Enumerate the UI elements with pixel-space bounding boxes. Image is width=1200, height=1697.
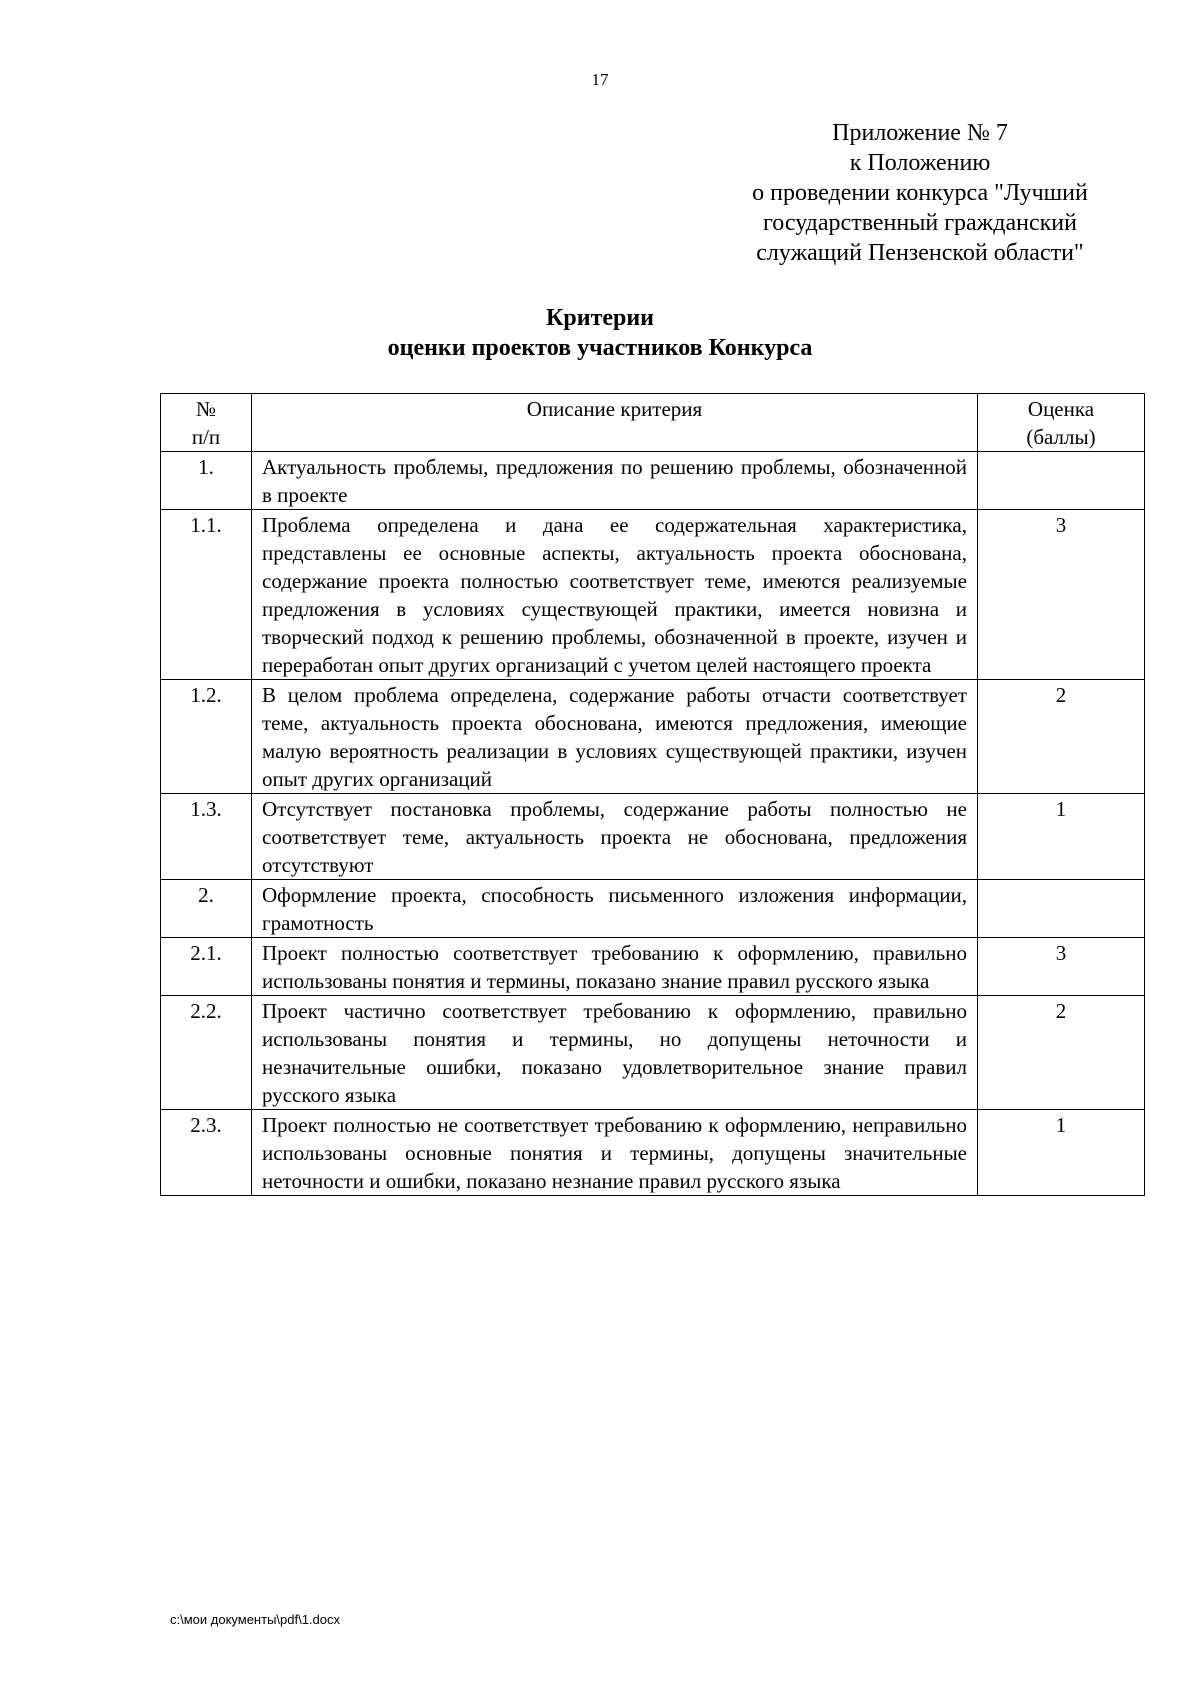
row-score: 1 (978, 1110, 1145, 1196)
row-score: 1 (978, 794, 1145, 880)
page-number: 17 (591, 70, 609, 89)
table-row (161, 510, 1145, 680)
row-score (978, 452, 1145, 510)
appendix-line: государственный гражданский (763, 210, 1077, 236)
row-score: 3 (978, 510, 1145, 680)
appendix-line: о проведении конкурса "Лучший (752, 180, 1088, 206)
appendix-heading (700, 118, 1140, 268)
row-number: 1.2. (161, 680, 252, 794)
criteria-table (160, 393, 1145, 1196)
row-number: 2.3. (161, 1110, 252, 1196)
table-row (161, 794, 1145, 880)
row-description: Проект частично соответствует требованию к оформлению, правильно использованы понятия и термины, но допущены неточности и незначительные ошибки, показано удовлетворительное знание правил русского языка (252, 996, 978, 1110)
appendix-line: к Положению (849, 150, 991, 176)
row-description: Проблема определена и дана ее содержательная характеристика, представлены ее основные аспекты, актуальность проекта обоснована, содержание проекта полностью соответствует теме, имеются реализуемые предложения в условиях существующей практики, имеется новизна и творческий подход к решению проблемы, обозначенной в проекте, изучен и переработан опыт других организаций с учетом целей настоящего проекта (252, 510, 978, 680)
row-number: 2.2. (161, 996, 252, 1110)
footer-file-path: c:\мои документы\pdf\1.docx (170, 1612, 341, 1627)
header-description: Описание критерия (252, 394, 978, 452)
row-score: 2 (978, 996, 1145, 1110)
row-description: Проект полностью соответствует требованию к оформлению, правильно использованы понятия и термины, показано знание правил русского языка (252, 938, 978, 996)
title-line: Критерии (545, 305, 655, 331)
row-score (978, 880, 1145, 938)
row-description: Актуальность проблемы, предложения по решению проблемы, обозначенной в проекте (252, 452, 978, 510)
row-number: 1.1. (161, 510, 252, 680)
table-row (161, 452, 1145, 510)
table-row (161, 1110, 1145, 1196)
row-number: 2.1. (161, 938, 252, 996)
row-number: 2. (161, 880, 252, 938)
header-number (161, 394, 252, 452)
row-number: 1. (161, 452, 252, 510)
table-row (161, 996, 1145, 1110)
row-description: Проект полностью не соответствует требованию к оформлению, неправильно использованы основные понятия и термины, допущены значительные неточности и ошибки, показано незнание правил русского языка (252, 1110, 978, 1196)
row-score: 2 (978, 680, 1145, 794)
header-score-line: Оценка (1027, 397, 1095, 421)
row-description: В целом проблема определена, содержание работы отчасти соответствует теме, актуальность проекта обоснована, имеются предложения, имеющие малую вероятность реализации в условиях существующей практики, изучен опыт других организаций (252, 680, 978, 794)
row-number: 1.3. (161, 794, 252, 880)
header-score (978, 394, 1145, 452)
row-score: 3 (978, 938, 1145, 996)
table-row (161, 680, 1145, 794)
table-row (161, 938, 1145, 996)
table-header-row (161, 394, 1145, 452)
appendix-line: служащий Пензенской области" (756, 240, 1084, 266)
row-description: Оформление проекта, способность письменного изложения информации, грамотность (252, 880, 978, 938)
table-row (161, 880, 1145, 938)
header-number-line: № (195, 397, 217, 421)
title-line: оценки проектов участников Конкурса (387, 335, 813, 361)
document-title (0, 303, 1200, 363)
appendix-line: Приложение № 7 (832, 120, 1008, 146)
header-number-line: п/п (191, 425, 221, 449)
header-score-line: (баллы) (1026, 425, 1096, 449)
row-description: Отсутствует постановка проблемы, содержание работы полностью не соответствует теме, актуальность проекта не обоснована, предложения отсутствуют (252, 794, 978, 880)
